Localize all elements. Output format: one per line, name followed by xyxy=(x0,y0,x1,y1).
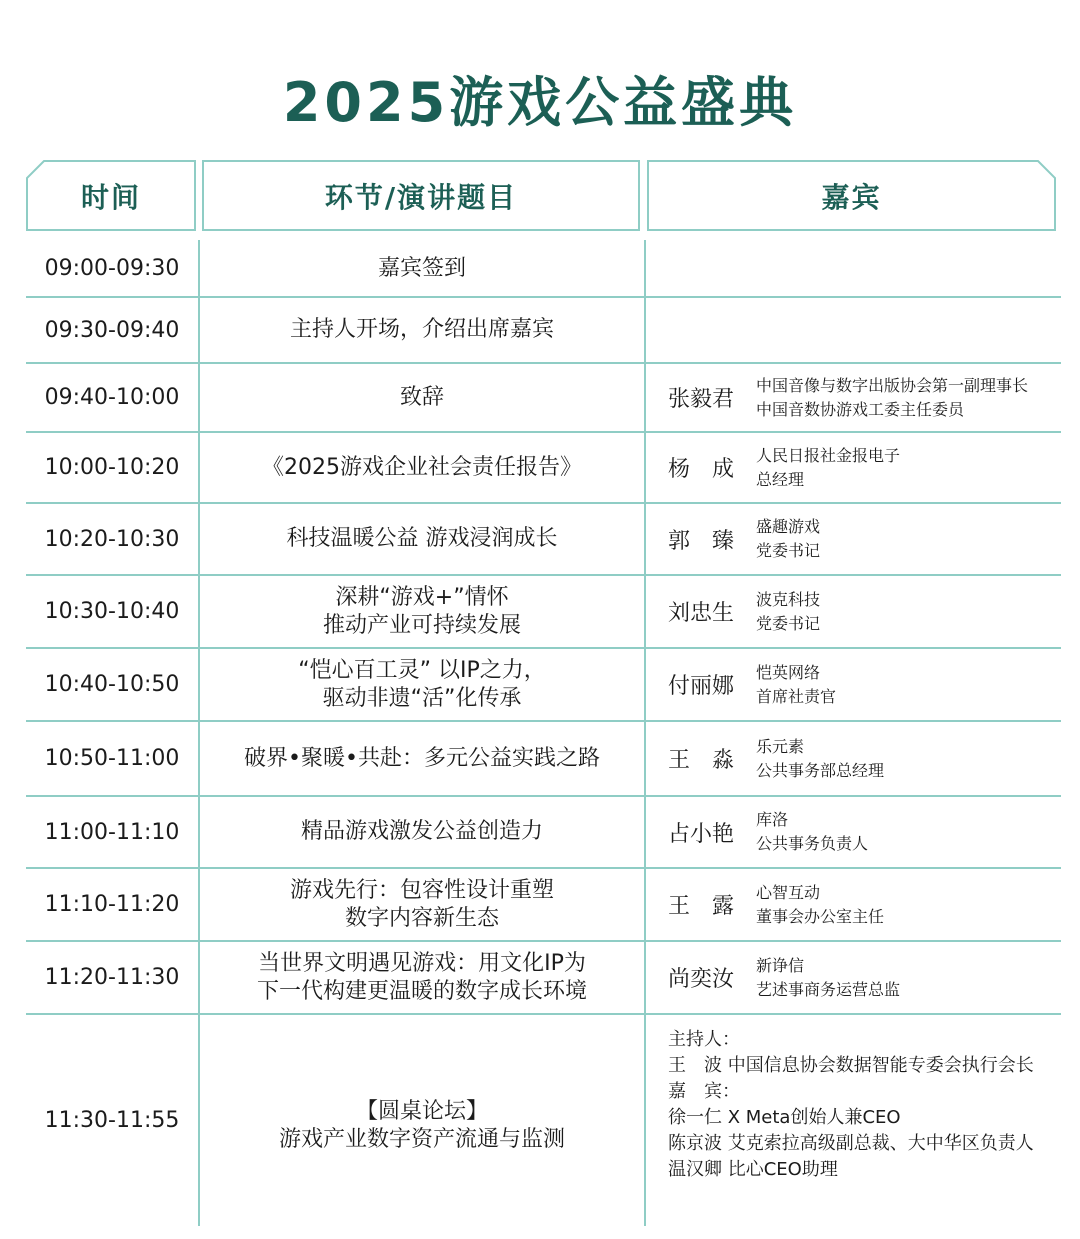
guest-affiliation-line: 恺英网络 xyxy=(756,662,821,682)
topic-line: 科技温暖公益 游戏浸润成长 xyxy=(286,526,558,551)
topic-line: 破界•聚暖•共赴：多元公益实践之路 xyxy=(244,745,600,771)
guest-name: 王 淼 xyxy=(668,748,735,773)
guest-cell xyxy=(648,796,1068,868)
panel-line: 主持人： xyxy=(668,1029,740,1050)
topic-line: 数字内容新生态 xyxy=(344,905,499,931)
page-title: 2025游戏公益盛典 xyxy=(282,71,798,134)
topic-line: 深耕“游戏+”情怀 xyxy=(335,584,509,610)
panel-line: 王 波 中国信息协会数据智能专委会执行会长 xyxy=(668,1055,1034,1076)
time-cell: 10:40-10:50 xyxy=(44,672,180,697)
topic-cell xyxy=(202,297,642,363)
guest-cell xyxy=(648,432,1068,503)
panel-line: 嘉 宾： xyxy=(668,1081,740,1102)
time-cell: 11:20-11:30 xyxy=(44,965,180,990)
guest-affiliation-line: 乐元素 xyxy=(756,736,805,756)
topic-line: 驱动非遗“活”化传承 xyxy=(322,685,522,711)
guest-name: 付丽娜 xyxy=(668,674,735,699)
guest-affiliation xyxy=(756,648,836,721)
header-guest-label: 嘉宾 xyxy=(821,180,882,214)
time-cell: 11:00-11:10 xyxy=(44,819,180,845)
guest-affiliation xyxy=(756,503,820,575)
guest-affiliation-line: 新诤信 xyxy=(756,955,805,975)
topic-cell xyxy=(202,796,642,868)
header-topic-label: 环节/演讲题目 xyxy=(324,180,518,214)
guest-affiliation-line: 中国音像与数字出版协会第一副理事长 xyxy=(756,375,1029,395)
guest-name: 刘忠生 xyxy=(668,601,735,626)
roundtable-panel xyxy=(668,1027,1034,1183)
guest-cell xyxy=(648,503,1068,575)
guest-affiliation-line: 盛趣游戏 xyxy=(756,517,821,536)
guest-affiliation-line: 心智互动 xyxy=(756,882,821,902)
guest-cell xyxy=(648,868,1068,941)
time-cell: 09:40-10:00 xyxy=(44,385,180,410)
guest-affiliation-line: 艺述事商务运营总监 xyxy=(756,979,901,999)
topic-cell xyxy=(202,1020,642,1232)
guest-affiliation xyxy=(756,868,884,941)
guest-affiliation-line: 公共事务部总经理 xyxy=(756,760,885,780)
time-cell: 10:20-10:30 xyxy=(44,526,180,552)
guest-affiliation xyxy=(756,796,868,868)
panel-line: 徐一仁 X Meta创始人兼CEO xyxy=(668,1107,901,1128)
guest-affiliation-line: 库洛 xyxy=(756,810,789,829)
topic-line: 【圆桌论坛】 xyxy=(355,1099,488,1124)
topic-cell xyxy=(202,868,642,941)
topic-cell xyxy=(202,240,642,297)
guest-cell xyxy=(648,941,1068,1014)
topic-line: 《2025游戏企业社会责任报告》 xyxy=(262,454,582,480)
topic-line: 致辞 xyxy=(399,384,444,410)
topic-cell xyxy=(202,363,642,432)
topic-cell xyxy=(202,648,642,721)
guest-name: 杨 成 xyxy=(668,457,735,482)
guest-affiliation-line: 首席社责官 xyxy=(756,686,837,706)
guest-affiliation-line: 波克科技 xyxy=(756,589,821,609)
guest-affiliation-line: 人民日报社金报电子 xyxy=(756,445,901,465)
time-cell: 11:10-11:20 xyxy=(44,892,180,917)
topic-line: “恺心百工灵” 以IP之力， xyxy=(298,657,546,683)
header-time xyxy=(26,160,196,231)
guest-affiliation xyxy=(756,575,820,648)
guest-affiliation xyxy=(756,363,1028,432)
header-guest xyxy=(647,160,1056,231)
guest-affiliation-line: 董事会办公室主任 xyxy=(756,906,885,926)
topic-cell xyxy=(202,432,642,503)
topic-cell xyxy=(202,503,642,575)
header-topic xyxy=(202,160,640,231)
panel-line: 温汉卿 比心CEO助理 xyxy=(668,1159,838,1180)
guest-affiliation-line: 党委书记 xyxy=(756,541,821,560)
time-cell: 11:30-11:55 xyxy=(44,1107,180,1133)
guest-name: 占小艳 xyxy=(668,821,735,847)
guest-name: 郭 臻 xyxy=(668,528,735,554)
header-time-label: 时间 xyxy=(80,180,141,214)
guest-affiliation-line: 党委书记 xyxy=(756,613,821,633)
topic-cell xyxy=(202,941,642,1014)
time-cell: 09:00-09:30 xyxy=(44,256,180,281)
time-cell: 10:50-11:00 xyxy=(44,746,180,771)
guest-affiliation xyxy=(756,432,900,503)
column-divider xyxy=(198,240,200,1226)
topic-line: 嘉宾签到 xyxy=(377,255,466,281)
topic-line: 推动产业可持续发展 xyxy=(322,612,521,638)
panel-line: 陈京波 艾克索拉高级副总裁、大中华区负责人 xyxy=(668,1133,1034,1154)
column-divider xyxy=(644,240,646,1226)
guest-affiliation-line: 公共事务负责人 xyxy=(756,834,869,853)
guest-affiliation-line: 总经理 xyxy=(756,469,805,489)
guest-cell xyxy=(648,575,1068,648)
guest-cell xyxy=(648,648,1068,721)
topic-line: 游戏产业数字资产流通与监测 xyxy=(278,1127,565,1152)
guest-cell xyxy=(648,721,1068,796)
guest-affiliation-line: 中国音数协游戏工委主任委员 xyxy=(756,399,965,419)
guest-name: 张毅君 xyxy=(668,387,735,412)
guest-affiliation xyxy=(756,941,900,1014)
topic-cell xyxy=(202,721,642,796)
topic-line: 下一代构建更温暖的数字成长环境 xyxy=(256,978,587,1004)
time-cell: 10:30-10:40 xyxy=(44,599,180,624)
topic-line: 游戏先行：包容性设计重塑 xyxy=(289,877,554,903)
topic-line: 主持人开场，介绍出席嘉宾 xyxy=(289,317,554,342)
guest-affiliation xyxy=(756,721,884,796)
time-cell: 09:30-09:40 xyxy=(44,317,180,343)
topic-line: 当世界文明遇见游戏：用文化IP为 xyxy=(258,950,586,976)
topic-cell xyxy=(202,575,642,648)
topic-line: 精品游戏激发公益创造力 xyxy=(300,819,543,844)
time-cell: 10:00-10:20 xyxy=(44,455,180,480)
guest-name: 王 露 xyxy=(668,894,735,919)
guest-name: 尚奕汝 xyxy=(668,967,735,992)
guest-cell xyxy=(648,363,1068,432)
